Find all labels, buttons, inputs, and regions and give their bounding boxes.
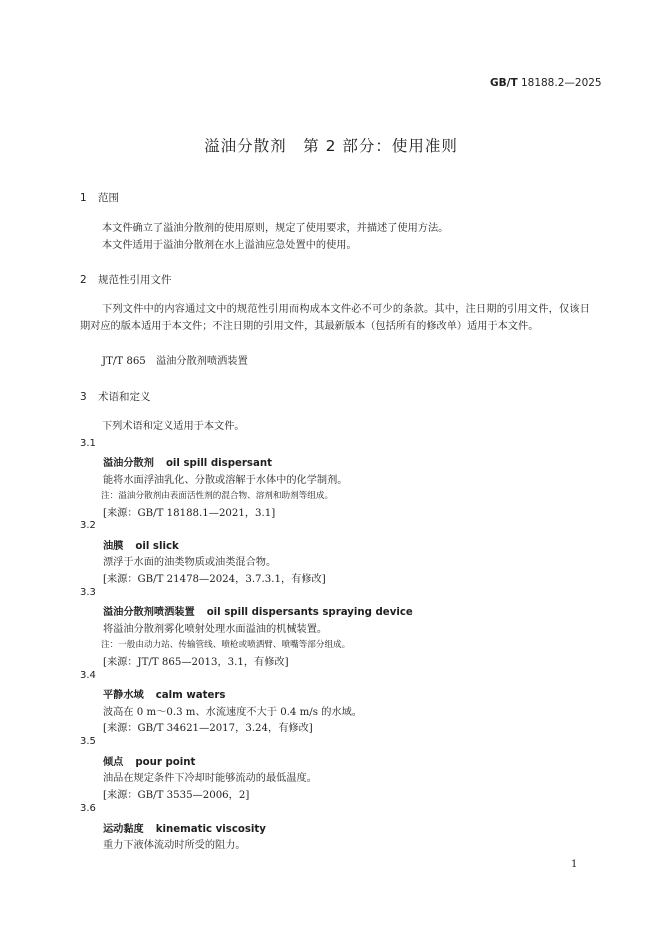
term-note: 注：溢油分散剂由表面活性剂的混合物、溶剂和助剂等组成。 [101,491,334,501]
term-definition: 能将水面浮油乳化、分散或溶解于水体中的化学制剂。 [103,475,348,486]
term-heading: 倾点 pour point [103,757,196,768]
term-heading: 平静水域 calm waters [103,690,226,701]
standard-code: GB/T 18188.2—2025 [490,77,602,89]
term-heading: 运动黏度 kinematic viscosity [103,824,266,835]
term-number: 3.5 [80,736,96,747]
term-heading: 溢油分散剂喷洒装置 oil spill dispersants spraying device [103,607,413,618]
scope-paragraph-1: 本文件确立了溢油分散剂的使用原则，规定了使用要求，并描述了使用方法。 [102,223,449,234]
term-source: [来源：GB/T 3535—2006，2] [103,790,250,801]
term-definition: 波高在 0 m～0.3 m、水流速度不大于 0.4 m/s 的水域。 [103,707,362,718]
section-2-heading: 2 规范性引用文件 [80,274,172,286]
term-source: [来源：GB/T 21478—2024，3.7.3.1，有修改] [103,574,326,585]
reference-item: JT/T 865 溢油分散剂喷洒装置 [102,356,248,367]
term-number: 3.2 [80,520,96,531]
term-number: 3.3 [80,587,96,598]
term-heading: 油膜 oil slick [103,541,179,552]
term-source: [来源：JT/T 865—2013，3.1，有修改] [103,657,289,668]
normative-references-paragraph: 下列文件中的内容通过文中的规范性引用而构成本文件必不可少的条款。其中，注日期的引用文件，仅该日期对应的版本适用于本文件；不注日期的引用文件，其最新版本（包括所有的修改单）适用于本文件。 [80,304,590,332]
term-definition: 将溢油分散剂雾化喷射处理水面溢油的机械装置。 [103,624,328,635]
page-number: 1 [571,859,578,870]
term-number: 3.1 [80,438,96,449]
terms-intro: 下列术语和定义适用于本文件。 [102,421,245,432]
term-note: 注：一般由动力站、传输管线、喷枪或喷洒臂、喷嘴等部分组成。 [101,640,351,650]
section-3-heading: 3 术语和定义 [80,391,151,403]
document-title: 溢油分散剂 第 2 部分：使用准则 [204,137,458,155]
term-definition: 油品在规定条件下冷却时能够流动的最低温度。 [103,773,317,784]
term-number: 3.6 [80,803,96,814]
scope-paragraph-2: 本文件适用于溢油分散剂在水上溢油应急处置中的使用。 [102,240,357,251]
term-source: [来源：GB/T 34621—2017，3.24，有修改] [103,723,313,734]
term-definition: 重力下液体流动时所受的阻力。 [103,840,246,851]
term-number: 3.4 [80,670,96,681]
term-definition: 漂浮于水面的油类物质或油类混合物。 [103,557,277,568]
term-source: [来源：GB/T 18188.1—2021，3.1] [103,508,276,519]
section-1-heading: 1 范围 [80,192,119,204]
term-heading: 溢油分散剂 oil spill dispersant [103,458,272,469]
